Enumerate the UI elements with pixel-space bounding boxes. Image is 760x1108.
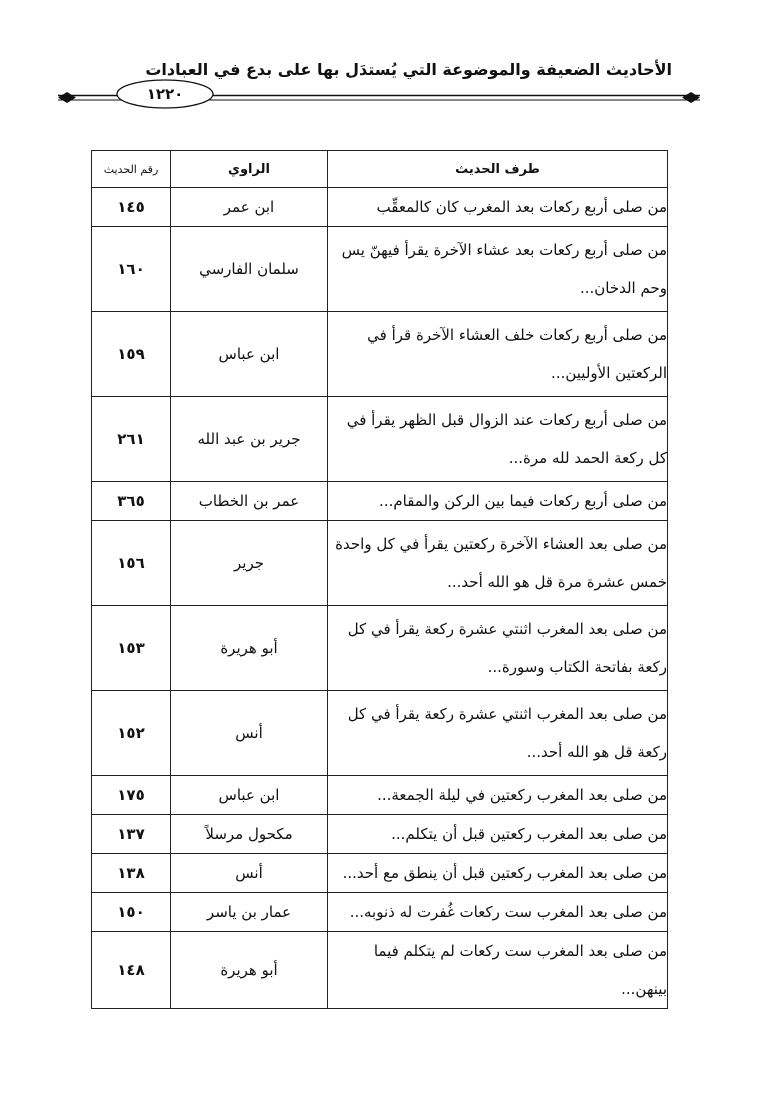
column-header-text: طرف الحديث	[328, 151, 668, 188]
page-number: ١٢٢٠	[146, 85, 184, 103]
hadith-narrator: جرير بن عبد الله	[171, 397, 328, 482]
hadith-text: من صلى بعد المغرب اثنتي عشرة ركعة يقرأ في كل ركعة قل هو الله أحد...	[328, 691, 668, 776]
table-row	[92, 397, 668, 482]
hadith-text: من صلى أربع ركعات خلف العشاء الآخرة قرأ في الركعتين الأوليين...	[328, 312, 668, 397]
hadith-index-table	[91, 150, 668, 1009]
hadith-text: من صلى بعد المغرب ركعتين قبل أن ينطق مع أحد...	[328, 854, 668, 893]
hadith-narrator: أنس	[171, 691, 328, 776]
right-diamond-ornament	[682, 92, 700, 103]
hadith-narrator: ابن عمر	[171, 188, 328, 227]
hadith-narrator: مكحول مرسلاً	[171, 815, 328, 854]
hadith-number: ١٥٣	[92, 606, 171, 691]
table-row	[92, 188, 668, 227]
hadith-number: ١٣٧	[92, 815, 171, 854]
hadith-text: من صلى بعد المغرب ست ركعات لم يتكلم فيما بينهن...	[328, 932, 668, 1009]
hadith-text: من صلى أربع ركعات بعد عشاء الآخرة يقرأ فيهنّ يس وحم الدخان...	[328, 227, 668, 312]
table-row	[92, 691, 668, 776]
running-title: الأحاديث الضعيفة والموضوعة التي يُستدَل بها على بدع في العبادات	[145, 60, 672, 79]
table-row	[92, 932, 668, 1009]
hadith-narrator: ابن عباس	[171, 776, 328, 815]
table-row	[92, 606, 668, 691]
hadith-narrator: جرير	[171, 521, 328, 606]
hadith-text: من صلى بعد المغرب ست ركعات غُفرت له ذنوبه...	[328, 893, 668, 932]
hadith-text: من صلى بعد العشاء الآخرة ركعتين يقرأ في كل واحدة خمس عشرة مرة قل هو الله أحد...	[328, 521, 668, 606]
table-row	[92, 815, 668, 854]
page-header	[0, 0, 760, 120]
table-row	[92, 776, 668, 815]
hadith-number: ١٣٨	[92, 854, 171, 893]
hadith-number: ١٧٥	[92, 776, 171, 815]
hadith-narrator: سلمان الفارسي	[171, 227, 328, 312]
hadith-narrator: عمر بن الخطاب	[171, 482, 328, 521]
column-header-number: رقم الحديث	[92, 151, 171, 188]
hadith-narrator: عمار بن ياسر	[171, 893, 328, 932]
table-row	[92, 854, 668, 893]
hadith-text: من صلى أربع ركعات بعد المغرب كان كالمعقِّب	[328, 188, 668, 227]
hadith-text: من صلى أربع ركعات عند الزوال قبل الظهر يقرأ في كل ركعة الحمد لله مرة...	[328, 397, 668, 482]
hadith-narrator: أبو هريرة	[171, 932, 328, 1009]
hadith-number: ١٤٨	[92, 932, 171, 1009]
hadith-text: من صلى بعد المغرب ركعتين في ليلة الجمعة...	[328, 776, 668, 815]
table-header-row	[92, 151, 668, 188]
hadith-number: ٢٦١	[92, 397, 171, 482]
hadith-number: ١٤٥	[92, 188, 171, 227]
hadith-number: ١٥٠	[92, 893, 171, 932]
hadith-narrator: ابن عباس	[171, 312, 328, 397]
hadith-number: ٣٦٥	[92, 482, 171, 521]
table-row	[92, 482, 668, 521]
hadith-number: ١٥٢	[92, 691, 171, 776]
hadith-text: من صلى بعد المغرب اثنتي عشرة ركعة يقرأ في كل ركعة بفاتحة الكتاب وسورة...	[328, 606, 668, 691]
left-diamond-ornament	[58, 92, 76, 103]
table-row	[92, 227, 668, 312]
hadith-number: ١٦٠	[92, 227, 171, 312]
hadith-narrator: أنس	[171, 854, 328, 893]
column-header-narrator: الراوي	[171, 151, 328, 188]
hadith-number: ١٥٩	[92, 312, 171, 397]
hadith-text: من صلى أربع ركعات فيما بين الركن والمقام...	[328, 482, 668, 521]
table-row	[92, 312, 668, 397]
table-row	[92, 893, 668, 932]
hadith-narrator: أبو هريرة	[171, 606, 328, 691]
hadith-number: ١٥٦	[92, 521, 171, 606]
table-row	[92, 521, 668, 606]
hadith-text: من صلى بعد المغرب ركعتين قبل أن يتكلم...	[328, 815, 668, 854]
